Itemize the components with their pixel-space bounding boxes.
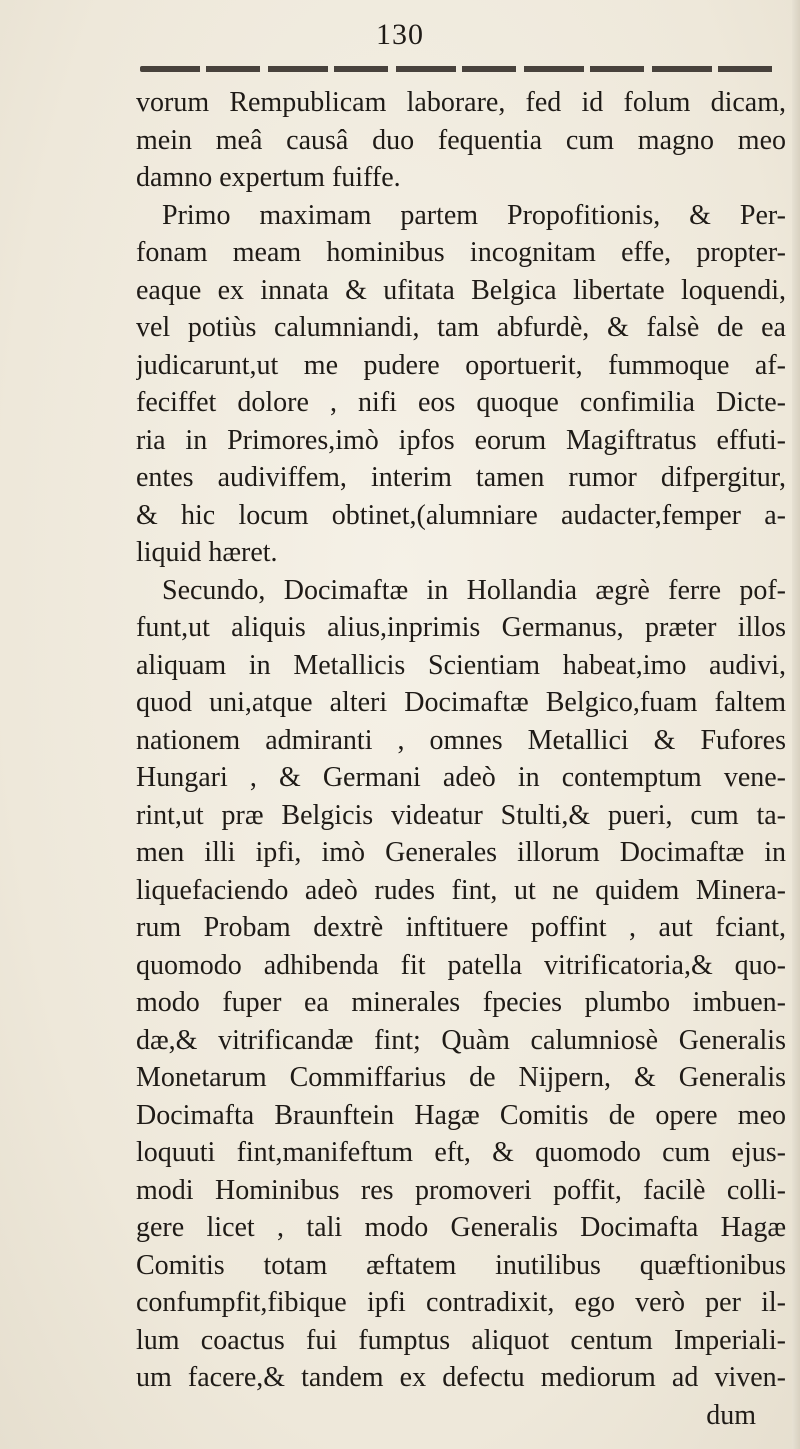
text-line: feciffet dolore , nifi eos quoque confimilia Dicte- — [136, 387, 786, 418]
page-number: 130 — [376, 18, 424, 51]
text-line: modi Hominibus res promoveri poffit, facilè colli- — [136, 1174, 786, 1206]
text-line: Primo maximam partem Propofitionis, & Per- — [162, 199, 786, 231]
text-line: fonam meam hominibus incognitam effe, propter- — [136, 237, 786, 268]
text-line: Comitis totam æftatem inutilibus quæftionibus — [136, 1249, 786, 1281]
catchword: dum — [706, 1399, 756, 1431]
body-text — [136, 84, 786, 1434]
text-line: & hic locum obtinet,(alumniare audacter,femper a- — [136, 499, 786, 531]
text-line: um facere,& tandem ex defectu mediorum ad viven- — [136, 1362, 786, 1393]
text-line: liquefaciendo adeò rudes fint, ut ne quidem Minera- — [136, 874, 786, 906]
text-line: Docimafta Braunftein Hagæ Comitis de opere meo — [136, 1099, 786, 1131]
text-line: confumpfit,fibique ipfi contradixit, ego verò per il- — [136, 1287, 786, 1318]
text-line: dæ,& vitrificandæ fint; Quàm calumniosè Generalis — [136, 1024, 786, 1056]
text-line: vel potiùs calumniandi, tam abfurdè, & falsè de ea — [136, 312, 786, 343]
text-line: damno expertum fuiffe. — [136, 162, 401, 193]
text-line: judicarunt,ut me pudere oportuerit, fummoque af- — [136, 349, 786, 381]
text-line: nationem admiranti , omnes Metallici & Fufores — [136, 724, 786, 756]
text-line: gere licet , tali modo Generalis Docimafta Hagæ — [136, 1212, 786, 1243]
text-line: loquuti fint,manifeftum eft, & quomodo cum ejus- — [136, 1137, 786, 1168]
text-line: lum coactus fui fumptus aliquot centum Imperiali- — [136, 1324, 786, 1356]
text-line: Hungari , & Germani adeò in contemptum vene- — [136, 762, 786, 793]
text-line: rint,ut præ Belgicis videatur Stulti,& pueri, cum ta- — [136, 799, 786, 831]
page-edge — [792, 0, 800, 1449]
text-line: men illi ipfi, imò Generales illorum Docimaftæ in — [136, 837, 786, 868]
text-line: quomodo adhibenda fit patella vitrificatoria,& quo- — [136, 949, 786, 981]
text-line: aliquam in Metallicis Scientiam habeat,imo audivi, — [136, 649, 786, 681]
text-line: funt,ut aliquis alius,inprimis Germanus, præter illos — [136, 612, 786, 643]
text-line: rum Probam dextrè inftituere poffint , aut fciant, — [136, 912, 786, 943]
header-rule — [140, 66, 780, 72]
text-line: modo fuper ea minerales fpecies plumbo imbuen- — [136, 987, 786, 1018]
text-line: entes audiviffem, interim tamen rumor difpergitur, — [136, 462, 786, 493]
text-line: Secundo, Docimaftæ in Hollandia ægrè ferre pof- — [162, 574, 786, 606]
text-line: vorum Rempublicam laborare, fed id folum dicam, — [136, 87, 786, 118]
text-line: liquid hæret. — [136, 537, 278, 568]
text-line: mein meâ causâ duo fequentia cum magno meo — [136, 124, 786, 156]
text-line: Monetarum Commiffarius de Nijpern, & Generalis — [136, 1062, 786, 1093]
text-line: quod uni,atque alteri Docimaftæ Belgico,fuam faltem — [136, 687, 786, 718]
text-line: ria in Primores,imò ipfos eorum Magiftratus effuti- — [136, 424, 786, 456]
text-line: eaque ex innata & ufitata Belgica libertate loquendi, — [136, 274, 786, 306]
